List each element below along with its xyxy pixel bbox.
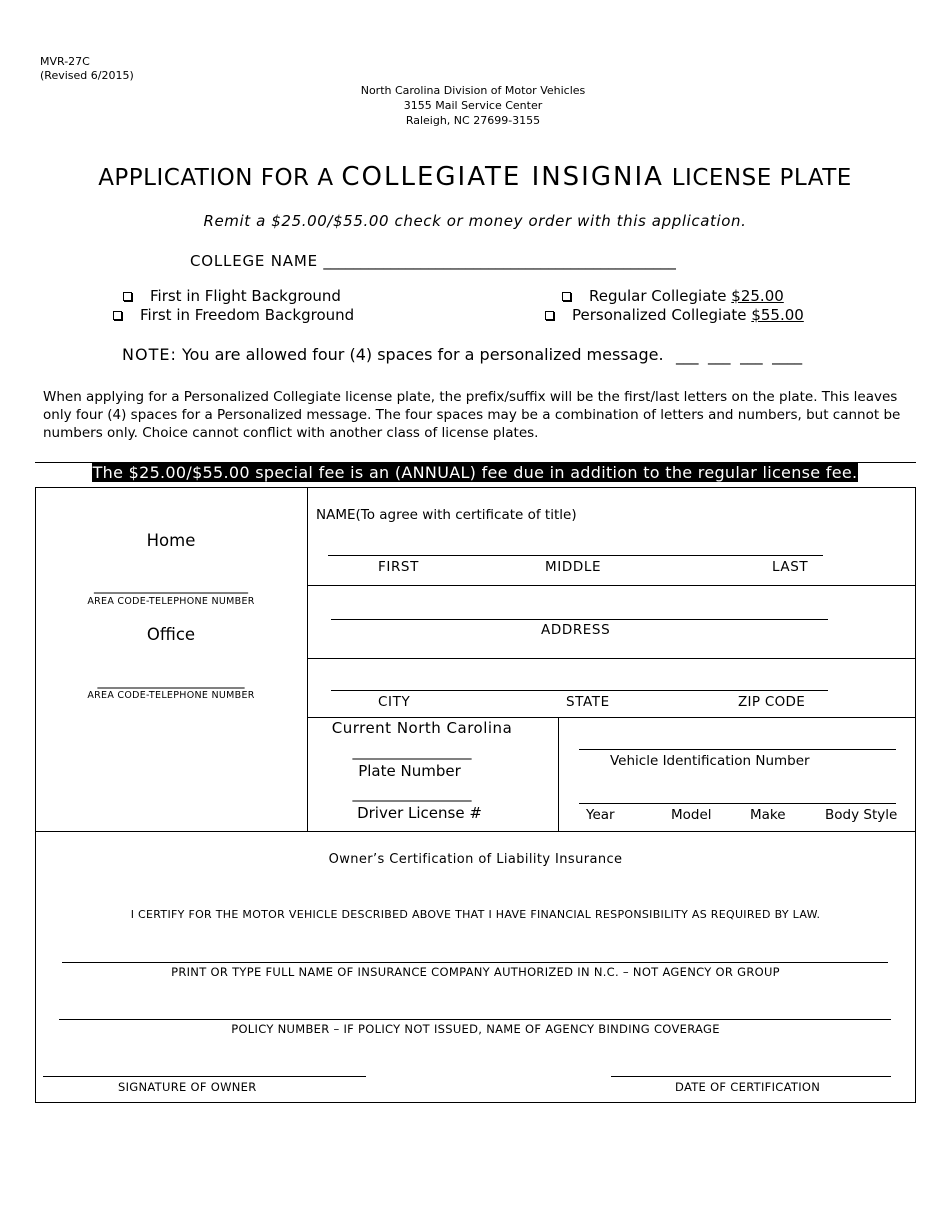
- home-phone-field[interactable]: ______________________: [94, 578, 248, 594]
- title-emphasis: COLLEGIATE INSIGNIA: [341, 162, 664, 192]
- vin-caption: Vehicle Identification Number: [610, 753, 810, 769]
- option-first-in-flight-label: First in Flight Background: [150, 287, 341, 305]
- option-first-in-flight[interactable]: [123, 287, 341, 305]
- certification-date-field[interactable]: [611, 1076, 891, 1077]
- option-personalized-label: Personalized Collegiate: [572, 306, 747, 324]
- address-caption: ADDRESS: [541, 622, 611, 638]
- college-name-field[interactable]: _______________________________________________: [323, 252, 676, 270]
- agency-header: [300, 83, 646, 128]
- title-prefix: APPLICATION FOR A: [98, 165, 342, 191]
- option-first-in-freedom-label: First in Freedom Background: [140, 306, 355, 324]
- agency-street: 3155 Mail Service Center: [403, 99, 543, 112]
- owner-signature-field[interactable]: [43, 1076, 366, 1077]
- insurance-certify-statement: I CERTIFY FOR THE MOTOR VEHICLE DESCRIBED ABOVE THAT I HAVE FINANCIAL RESPONSIBILITY AS REQUIRED BY LAW.: [130, 908, 821, 921]
- name-field[interactable]: [328, 555, 823, 556]
- college-name-row: [190, 252, 676, 270]
- first-name-caption: FIRST: [378, 559, 419, 575]
- make-caption: Make: [750, 807, 786, 823]
- personalized-explanation: When applying for a Personalized Collegiate license plate, the prefix/suffix will be the first/last letters on the plate. This leaves only four (4) spaces for a Personalized message. The four spaces may be a combination of letters and numbers, but cannot be numbers only. Choice cannot conflict with another class of license plates.: [43, 389, 901, 441]
- form-code-block: [40, 55, 134, 83]
- zip-caption: ZIP CODE: [738, 694, 806, 710]
- agency-city: Raleigh, NC 27699-3155: [405, 114, 541, 127]
- note-text: You are allowed four (4) spaces for a personalized message.: [181, 345, 664, 364]
- option-first-in-freedom[interactable]: [113, 306, 354, 324]
- note-row: [122, 345, 664, 364]
- certification-date-caption: DATE OF CERTIFICATION: [675, 1080, 821, 1094]
- home-phone-caption: AREA CODE-TELEPHONE NUMBER: [87, 596, 255, 607]
- form-code: MVR-27C: [40, 55, 90, 68]
- office-phone-field[interactable]: _____________________: [97, 673, 245, 689]
- last-name-caption: LAST: [772, 559, 809, 575]
- model-caption: Model: [671, 807, 712, 823]
- vehicle-details-field[interactable]: [579, 803, 896, 804]
- driver-license-field[interactable]: _________________: [352, 786, 472, 802]
- fee-banner-row: [0, 463, 950, 482]
- college-name-label: COLLEGE NAME: [190, 252, 318, 270]
- option-personalized-price: $55.00: [751, 306, 804, 324]
- owner-signature-caption: SIGNATURE OF OWNER: [118, 1080, 257, 1094]
- option-regular-label: Regular Collegiate: [589, 287, 727, 305]
- note-label: NOTE:: [122, 345, 177, 364]
- home-phone-label: Home: [146, 531, 196, 550]
- driver-license-label: Driver License #: [357, 804, 482, 822]
- insurance-company-field[interactable]: [62, 962, 888, 963]
- middle-name-caption: MIDDLE: [545, 559, 602, 575]
- option-regular-collegiate[interactable]: [562, 287, 784, 305]
- city-caption: CITY: [378, 694, 411, 710]
- plate-number-label: Plate Number: [358, 762, 461, 780]
- checkbox-first-in-flight[interactable]: [123, 292, 132, 301]
- divider: [307, 585, 916, 586]
- checkbox-personalized-collegiate[interactable]: [545, 311, 554, 320]
- remit-note: Remit a $25.00/$55.00 check or money order with this application.: [203, 212, 747, 230]
- current-nc-label: Current North Carolina: [331, 719, 513, 737]
- page-title: [0, 162, 950, 192]
- personalized-message-blanks[interactable]: ___ ___ ___ ____: [676, 347, 803, 365]
- vin-field[interactable]: [579, 749, 896, 750]
- checkbox-regular-collegiate[interactable]: [562, 292, 571, 301]
- title-suffix: LICENSE PLATE: [663, 165, 852, 191]
- state-caption: STATE: [566, 694, 610, 710]
- divider: [307, 658, 916, 659]
- name-label: NAME(To agree with certificate of title): [316, 507, 577, 523]
- address-field[interactable]: [331, 619, 828, 620]
- insurance-company-caption: PRINT OR TYPE FULL NAME OF INSURANCE COMPANY AUTHORIZED IN N.C. – NOT AGENCY OR GROUP: [171, 965, 780, 979]
- body-style-caption: Body Style: [825, 807, 898, 823]
- year-caption: Year: [586, 807, 615, 823]
- option-personalized-collegiate[interactable]: [545, 306, 804, 324]
- office-phone-caption: AREA CODE-TELEPHONE NUMBER: [87, 690, 255, 701]
- agency-name: North Carolina Division of Motor Vehicles: [360, 84, 586, 97]
- form-revision: (Revised 6/2015): [40, 69, 134, 82]
- fee-banner: The $25.00/$55.00 special fee is an (ANNUAL) fee due in addition to the regular license fee.: [92, 463, 858, 482]
- office-phone-label: Office: [146, 625, 196, 644]
- plate-number-field[interactable]: _________________: [352, 744, 472, 760]
- divider: [307, 717, 916, 718]
- insurance-heading: Owner’s Certification of Liability Insurance: [328, 852, 623, 867]
- policy-number-field[interactable]: [59, 1019, 891, 1020]
- policy-number-caption: POLICY NUMBER – IF POLICY NOT ISSUED, NAME OF AGENCY BINDING COVERAGE: [231, 1022, 720, 1036]
- option-regular-price: $25.00: [731, 287, 784, 305]
- divider: [558, 717, 559, 831]
- city-state-zip-field[interactable]: [331, 690, 828, 691]
- checkbox-first-in-freedom[interactable]: [113, 311, 122, 320]
